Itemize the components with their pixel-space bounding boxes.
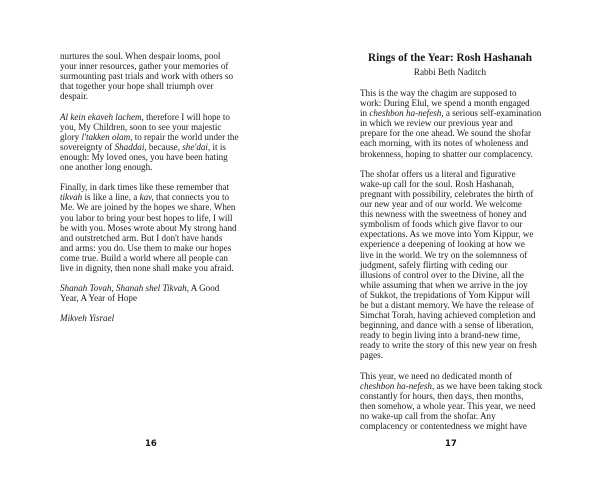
text-line xyxy=(360,199,542,209)
text: you, My Children, soon to see your majestic xyxy=(60,121,222,132)
text-line xyxy=(60,152,238,162)
text-line xyxy=(360,330,542,340)
text: The shofar offers us a literal and figurative xyxy=(360,168,516,179)
text: a serious self-examination xyxy=(443,108,542,119)
text: live in the world. We try on the solemnness of xyxy=(360,249,528,260)
text: no wake-up call from the shofar. Any xyxy=(360,411,496,421)
text: brokenness, hoping to shatter our complacency. xyxy=(360,148,533,159)
article-title: Rings of the Year: Rosh Hashanah xyxy=(368,52,532,64)
text: of Sukkot, the trepidations of Yom Kippur will xyxy=(360,289,531,300)
paragraph xyxy=(60,283,238,303)
text: ready to begin living into a brand-new time, xyxy=(360,330,521,341)
text: one another long enough. xyxy=(60,162,153,173)
text: enough: My loved ones, you have been hating xyxy=(60,151,228,162)
italic-text: Shaddai, xyxy=(114,141,147,152)
text-line xyxy=(360,169,542,179)
text-line xyxy=(360,189,542,199)
text: experience a deepening of looking at how we xyxy=(360,239,525,250)
text-line xyxy=(360,340,542,350)
text: then somehow, a whole year. This year, we need xyxy=(360,400,536,411)
text: Year, A Year of Hope xyxy=(60,293,138,304)
text: our new year and of our world. We welcome xyxy=(360,199,522,210)
text-line xyxy=(360,391,542,401)
text: live in dignity, then none shall make you afraid. xyxy=(60,262,234,273)
text: therefore I will hope to xyxy=(143,111,230,122)
text: each morning, with its notes of wholeness and xyxy=(360,138,529,149)
italic-text: tikvah xyxy=(60,192,83,203)
text-line xyxy=(360,209,542,219)
text: beginning, and dance with a sense of liberation, xyxy=(360,320,534,331)
paragraph xyxy=(360,371,542,432)
text-line xyxy=(60,112,238,122)
text-line xyxy=(360,290,542,300)
text: that together your hope shall triumph over xyxy=(60,81,214,92)
text: come true. Build a world where all people can xyxy=(60,252,228,263)
text-line xyxy=(60,293,238,303)
italic-text: cheshbon ha-nefesh, xyxy=(369,108,444,119)
article-author: Rabbi Beth Naditch xyxy=(413,67,487,77)
page-number: 17 xyxy=(445,439,457,449)
text-line xyxy=(60,162,238,172)
text: while assuming that when we arrive in the joy xyxy=(360,279,528,290)
text-line xyxy=(60,81,238,91)
text: that connects you to xyxy=(153,192,230,203)
text-line xyxy=(60,243,238,253)
text: constantly for hours, then days, then months, xyxy=(360,390,524,401)
paragraph xyxy=(60,51,238,101)
italic-text: she'dai, xyxy=(182,141,211,152)
text: you labor to bring your best hopes to life, I will xyxy=(60,212,233,223)
text-line xyxy=(60,142,238,152)
text-line xyxy=(60,132,238,142)
text-line xyxy=(360,371,542,381)
text: This year, we need no dedicated month of xyxy=(360,370,513,381)
text: prepare for the one ahead. We sound the shofar xyxy=(360,128,532,139)
text-line xyxy=(360,401,542,411)
text-line xyxy=(60,283,238,293)
text-line xyxy=(360,411,542,421)
text-line xyxy=(60,233,238,243)
italic-text: l'takken olam, xyxy=(81,131,133,142)
text: and arms: you do. Use them to make our hopes xyxy=(60,242,232,253)
italic-text: kav, xyxy=(139,192,154,203)
italic-text: cheshbon ha-nefesh, xyxy=(360,380,435,391)
text: glory xyxy=(60,131,82,142)
paragraph xyxy=(60,112,238,173)
text: this newness with the sweetness of honey and xyxy=(360,209,527,220)
text-line xyxy=(60,122,238,132)
text: surmounting past trials and work with others so xyxy=(60,71,234,82)
text: to repair the world under the xyxy=(132,131,239,142)
text-line xyxy=(60,91,238,101)
text-line xyxy=(60,61,238,71)
text-line xyxy=(360,149,542,159)
text: symbolism of foods which give flavor to our xyxy=(360,219,523,230)
text-line xyxy=(360,421,542,431)
text-line xyxy=(60,223,238,233)
italic-text: Shanah Tovah, Shanah shel Tikvah, xyxy=(60,283,189,294)
text-line xyxy=(360,179,542,189)
text-line xyxy=(360,300,542,310)
text-line xyxy=(360,229,542,239)
text: pages. xyxy=(360,350,383,361)
text-line xyxy=(360,310,542,320)
text: because, xyxy=(146,141,183,152)
text: in which we review our previous year and xyxy=(360,118,513,129)
body-text xyxy=(360,88,542,441)
body-text xyxy=(60,51,238,334)
text-line xyxy=(360,381,542,391)
text: Me. We are joined by the hopes we share. When xyxy=(60,202,236,213)
text-line xyxy=(360,250,542,260)
text: Simchat Torah, having achieved completion and xyxy=(360,310,536,321)
text: This is the way the chagim are supposed to xyxy=(360,88,517,98)
text: complacency or contentedness we might have xyxy=(360,421,527,432)
text: despair. xyxy=(60,91,89,102)
text: your inner resources, gather your memories of xyxy=(60,61,229,72)
text: be with you. Moses wrote about My strong hand xyxy=(60,222,237,233)
text: pregnant with possibility, celebrates the birth of xyxy=(360,188,534,199)
text-line xyxy=(360,219,542,229)
text-line xyxy=(60,71,238,81)
text-line xyxy=(360,350,542,360)
paragraph xyxy=(360,169,542,361)
text: A Good xyxy=(189,283,220,294)
text-line xyxy=(360,270,542,280)
italic-text: Al kein ekaveh lachem, xyxy=(60,111,144,122)
text: it is xyxy=(210,141,226,152)
text: Finally, in dark times like these remember that xyxy=(60,182,230,193)
paragraph xyxy=(360,88,542,159)
text: wake-up call for the soul. Rosh Hashanah, xyxy=(360,178,515,189)
text: nurtures the soul. When despair looms, pool xyxy=(60,51,221,61)
text: sovereignty of xyxy=(60,141,115,152)
text-line xyxy=(360,118,542,128)
text-line xyxy=(360,98,542,108)
page-17 xyxy=(300,0,600,480)
text-line xyxy=(360,239,542,249)
text: judgment, safely flirting with ceding our xyxy=(360,259,508,270)
text: illusions of control over to the Divine, all the xyxy=(360,269,524,280)
text-line xyxy=(360,260,542,270)
text-line xyxy=(60,263,238,273)
text: ready to write the story of this new year on fresh xyxy=(360,340,537,351)
paragraph xyxy=(60,182,238,273)
text-line xyxy=(360,128,542,138)
text-line xyxy=(360,88,542,98)
text-line xyxy=(60,253,238,263)
text-line xyxy=(360,138,542,148)
text: be but a distant memory. We have the release of xyxy=(360,299,534,310)
text-line xyxy=(360,320,542,330)
text-line xyxy=(60,51,238,61)
text-line xyxy=(60,313,238,323)
text-line xyxy=(60,202,238,212)
text-line xyxy=(60,182,238,192)
text-line xyxy=(60,192,238,202)
paragraph xyxy=(60,313,238,323)
text: expectations. As we move into Yom Kippur, we xyxy=(360,229,534,240)
text: as we have been taking stock xyxy=(434,380,543,391)
text: work: During Elul, we spend a month engaged xyxy=(360,98,530,109)
page-number: 16 xyxy=(145,439,157,449)
text: in xyxy=(360,108,370,119)
text-line xyxy=(60,213,238,223)
text: and outstretched arm. But I don't have hands xyxy=(60,232,223,243)
text-line xyxy=(360,108,542,118)
italic-text: Mikveh Yisrael xyxy=(60,313,115,324)
text: is like a line, a xyxy=(82,192,140,203)
text-line xyxy=(360,280,542,290)
